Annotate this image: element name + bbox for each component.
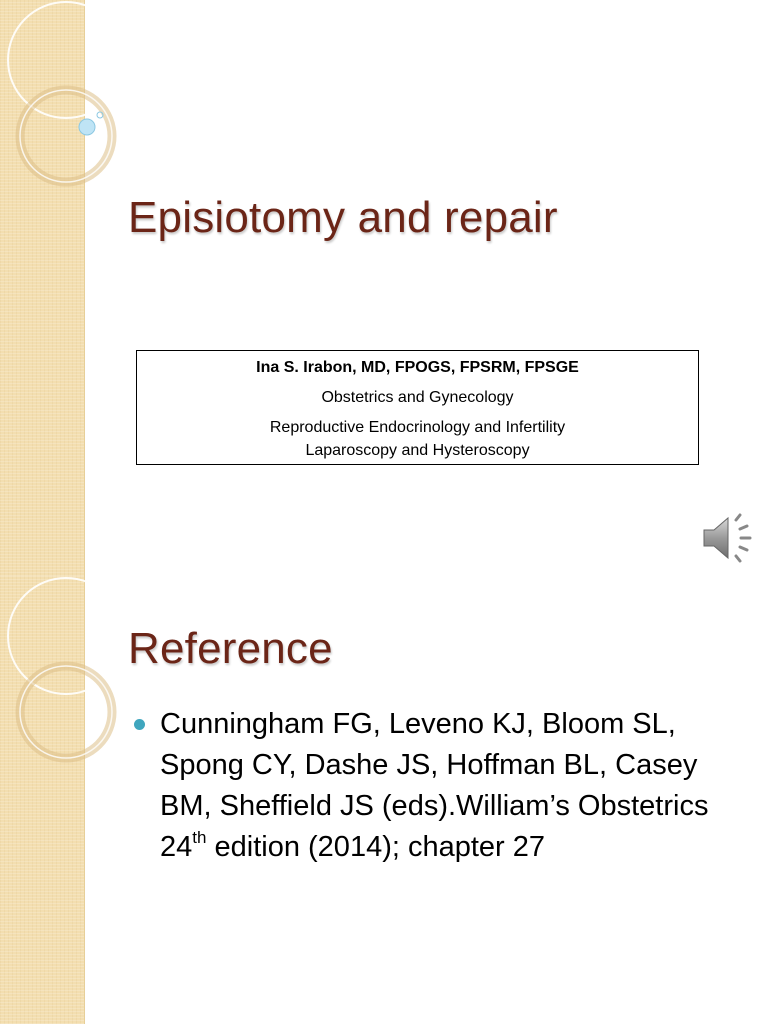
reference-text-end: edition (2014); chapter 27 xyxy=(206,831,546,863)
reference-item xyxy=(132,704,742,868)
author-specialty: Obstetrics and Gynecology xyxy=(321,389,514,406)
slide-title: Episiotomy and repair xyxy=(128,193,558,242)
reference-superscript: th xyxy=(192,828,207,847)
author-subspecialty: Reproductive Endocrinology and Infertility xyxy=(269,419,566,436)
reference-list xyxy=(132,704,742,868)
author-info-box xyxy=(136,350,699,465)
author-name: Ina S. Irabon, MD, FPOGS, FPSRM, FPSGE xyxy=(256,359,579,376)
reference-slide xyxy=(0,576,768,1024)
speaker-icon[interactable] xyxy=(700,510,760,566)
slide-title: Reference xyxy=(128,624,333,673)
decorative-circles xyxy=(0,576,120,776)
decorative-circles xyxy=(0,0,120,200)
bullet-icon xyxy=(134,719,145,730)
reference-text: Cunningham FG, Leveno KJ, Bloom SL, Spong CY, Dashe JS, Hoffman BL, Casey BM, Sheffield JS (eds).William’s Obstetrics 24 xyxy=(160,708,709,863)
author-procedures: Laparoscopy and Hysteroscopy xyxy=(305,442,530,459)
